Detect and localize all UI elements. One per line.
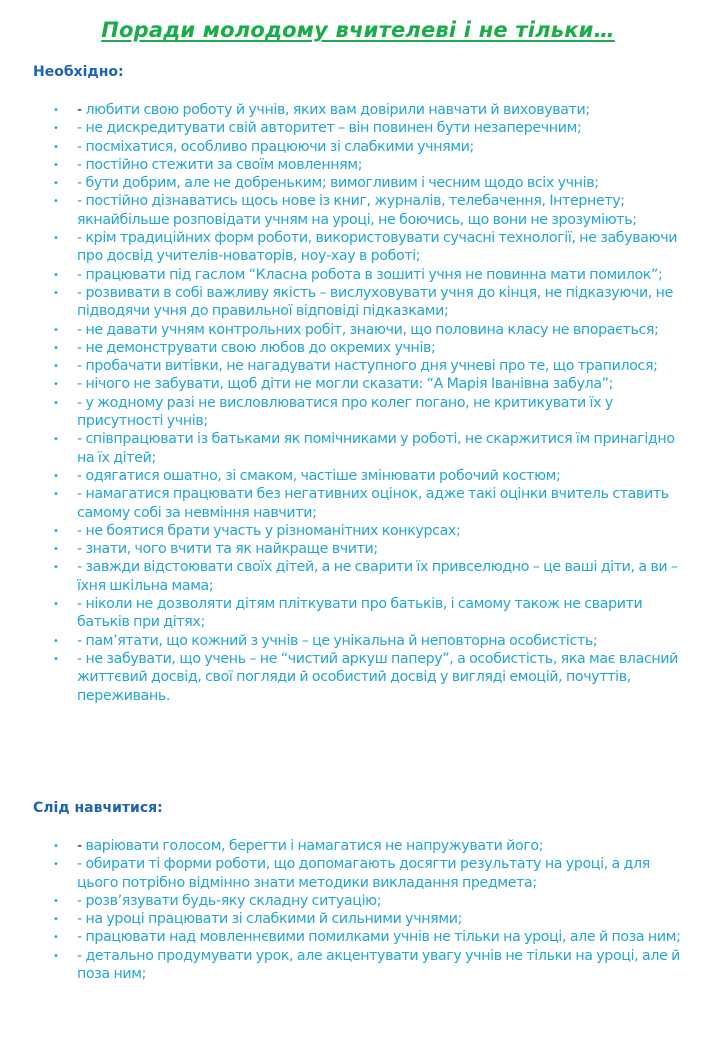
item-dash: -: [77, 632, 82, 649]
list-item: [0, 522, 716, 540]
list-item: [0, 928, 716, 946]
item-dash: -: [77, 120, 82, 137]
bullet-icon: •: [53, 950, 59, 962]
item-dash: -: [77, 541, 82, 558]
item-text: співпрацювати із батьками як помічниками у роботі, не скаржитися їм принагідно на їх дітей;: [77, 431, 675, 466]
item-dash: -: [77, 838, 82, 854]
bullet-icon: •: [53, 635, 59, 647]
list-item: [0, 229, 716, 266]
item-text: постійно стежити за своїм мовленням;: [81, 156, 363, 173]
list-item: [0, 339, 716, 357]
list-item: [0, 595, 716, 632]
bullet-icon: •: [53, 342, 59, 354]
bullet-icon: •: [53, 562, 59, 574]
bullet-icon: •: [53, 397, 59, 409]
item-dash: -: [77, 892, 82, 909]
item-text: розв’язувати будь-яку складну ситуацію;: [81, 892, 382, 909]
bullet-icon: •: [53, 932, 59, 944]
bullet-icon: •: [53, 489, 59, 501]
item-dash: -: [77, 284, 82, 301]
bullet-icon: •: [53, 141, 59, 153]
bullet-icon: •: [53, 123, 59, 135]
item-text: розвивати в собі важливу якість – вислуховувати учня до кінця, не підказуючи, не підводячи учня до правильної відповіді підказками;: [77, 284, 673, 320]
item-text: одягатися ошатно, зі смаком, частіше змінювати робочий костюм;: [81, 467, 561, 484]
item-dash: -: [77, 596, 82, 613]
item-text: нічого не забувати, щоб діти не могли сказати: “А Марія Іванівна забула”;: [81, 376, 614, 393]
item-text: постійно дізнаватись щось нове із книг, журналів, телебачення, Інтернету; якнайбільше розповідати учням на уроці, не боючись, що вони не зрозуміють;: [77, 193, 637, 228]
item-text: знати, чого вчити та як найкраще вчити;: [81, 541, 378, 558]
item-dash: -: [77, 467, 82, 484]
bullet-icon: •: [53, 178, 59, 190]
bullet-icon: •: [53, 233, 59, 245]
bullet-icon: •: [53, 895, 59, 907]
list-item: [0, 266, 716, 284]
list-item: [0, 632, 716, 650]
list-item: [0, 321, 716, 339]
item-dash: -: [77, 929, 82, 946]
list-item: [0, 650, 716, 705]
list-item: [0, 138, 716, 156]
list-item: [0, 558, 716, 595]
item-text: ніколи не дозволяти дітям пліткувати про батьків, і самому також не сварити батьків при дітях;: [77, 596, 643, 631]
section-heading-necessary: Необхідно:: [33, 64, 124, 80]
bullet-icon: •: [53, 544, 59, 556]
bullet-icon: •: [53, 841, 59, 852]
bullet-icon: •: [53, 287, 59, 299]
item-dash: -: [77, 230, 82, 247]
item-text: на уроці працювати зі слабкими й сильними учнями;: [81, 911, 463, 928]
item-dash: -: [77, 339, 82, 356]
item-dash: -: [77, 138, 82, 155]
item-text: посміхатися, особливо працюючи зі слабкими учнями;: [81, 138, 474, 155]
item-dash: -: [77, 358, 82, 375]
bullet-icon: •: [53, 379, 59, 391]
list-item: [0, 192, 716, 229]
list-item: [0, 540, 716, 558]
bullet-icon: •: [53, 914, 59, 926]
item-dash: -: [77, 650, 82, 667]
item-dash: -: [77, 522, 82, 539]
list-item: [0, 485, 716, 522]
necessary-tips-list: [0, 101, 716, 705]
item-text: детально продумувати урок, але акцентувати увагу учнів не тільки на уроці, але й поза ним;: [77, 947, 680, 983]
item-text: пробачати витівки, не нагадувати наступного дня учневі про те, що трапилося;: [81, 358, 658, 375]
list-item: [0, 375, 716, 393]
item-dash: -: [77, 394, 82, 411]
item-dash: -: [77, 102, 82, 118]
item-text: любити свою роботу й учнів, яких вам довірили навчати й виховувати;: [81, 102, 590, 118]
list-item: [0, 892, 716, 910]
list-item: [0, 156, 716, 174]
item-text: бути добрим, але не добреньким; вимогливим і чесним щодо всіх учнів;: [81, 175, 599, 192]
bullet-icon: •: [53, 470, 59, 482]
bullet-icon: •: [53, 599, 59, 611]
list-item: [0, 947, 716, 984]
bullet-icon: •: [53, 324, 59, 336]
item-dash: -: [77, 266, 82, 283]
item-dash: -: [77, 486, 82, 503]
list-item: [0, 284, 716, 321]
should-learn-tips-list: [0, 837, 716, 983]
item-dash: -: [77, 911, 82, 928]
bullet-icon: •: [53, 269, 59, 281]
document-title: Поради молодому вчителеві і не тільки…: [101, 18, 615, 42]
bullet-icon: •: [53, 525, 59, 537]
item-text: не забувати, що учень – не “чистий аркуш паперу”, а особистість, яка має власний життєвий досвід, свої погляди й особистий досвід у вигляді емоцій, почуттів, переживань.: [77, 650, 679, 704]
item-text: обирати ті форми роботи, що допомагають досягти результату на уроці, а для цього потрібно відмінно знати методики викладання предмета;: [77, 856, 650, 891]
item-dash: -: [77, 947, 82, 964]
bullet-icon: •: [53, 859, 59, 871]
item-dash: -: [77, 376, 82, 393]
item-dash: -: [77, 193, 82, 210]
bullet-icon: •: [53, 434, 59, 446]
item-dash: -: [77, 431, 82, 448]
item-text: у жодному разі не висловлюватися про колег погано, не критикувати їх у присутності учнів;: [77, 394, 613, 430]
item-text: не давати учням контрольних робіт, знаючи, що половина класу не впорається;: [81, 321, 659, 338]
bullet-icon: •: [53, 653, 59, 665]
item-text: пам’ятати, що кожний з учнів – це унікальна й неповторна особистість;: [81, 632, 598, 649]
item-dash: -: [77, 559, 82, 576]
bullet-icon: •: [53, 105, 59, 116]
list-item: [0, 855, 716, 892]
item-dash: -: [77, 175, 82, 192]
list-item: [0, 357, 716, 375]
list-item: [0, 394, 716, 431]
item-text: варіювати голосом, берегти і намагатися не напружувати його;: [81, 838, 544, 854]
item-dash: -: [77, 156, 82, 173]
list-item: [0, 101, 716, 119]
item-text: крім традиційних форм роботи, використовувати сучасні технології, не забуваючи про досвід учителів-новаторів, ноу-хау в роботі;: [77, 230, 678, 265]
list-item: [0, 837, 716, 855]
section-heading-should-learn: Слід навчитися:: [33, 800, 163, 816]
bullet-icon: •: [53, 159, 59, 171]
item-text: завжди відстоювати своїх дітей, а не сварити їх привселюдно – це ваші діти, а ви – їхня шкільна мама;: [77, 559, 678, 594]
list-item: [0, 430, 716, 467]
list-item: [0, 119, 716, 137]
item-text: працювати над мовленнєвими помилками учнів не тільки на уроці, але й поза ним;: [81, 929, 681, 946]
item-text: не боятися брати участь у різноманітних конкурсах;: [81, 522, 461, 539]
item-text: працювати під гаслом “Класна робота в зошиті учня не повинна мати помилок”;: [81, 266, 663, 283]
item-text: не демонструвати свою любов до окремих учнів;: [81, 339, 436, 356]
item-dash: -: [77, 321, 82, 338]
list-item: [0, 174, 716, 192]
bullet-icon: •: [53, 361, 59, 373]
list-item: [0, 910, 716, 928]
item-dash: -: [77, 856, 82, 873]
item-text: намагатися працювати без негативних оцінок, адже такі оцінки вчитель ставить самому собі за невміння навчити;: [77, 486, 669, 521]
bullet-icon: •: [53, 196, 59, 208]
item-text: не дискредитувати свій авторитет – він повинен бути незаперечним;: [81, 120, 582, 137]
list-item: [0, 467, 716, 485]
